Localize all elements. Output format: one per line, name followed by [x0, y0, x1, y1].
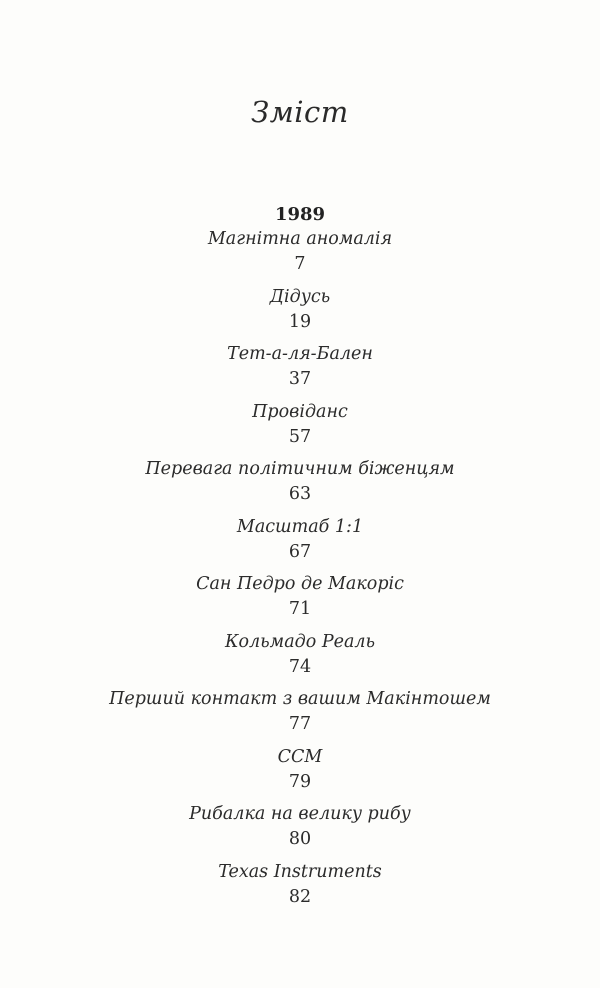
toc-entry-page-number: 77: [288, 714, 312, 734]
toc-entry-title: Кольмадо Реаль: [224, 631, 376, 652]
toc-entry-title: Сан Педро де Макоріс: [196, 574, 404, 594]
table-of-contents: [0, 226, 600, 916]
toc-entry-title: Провіданс: [252, 401, 348, 422]
toc-entry[interactable]: [0, 399, 600, 457]
toc-entry-title: Texas Instruments: [218, 861, 382, 882]
toc-entry[interactable]: [0, 744, 600, 802]
toc-entry-title: CCM: [277, 746, 323, 767]
toc-entry-page-number: 37: [288, 369, 312, 389]
toc-entry[interactable]: [0, 226, 600, 284]
page-title: Зміст: [251, 95, 349, 129]
toc-entry[interactable]: [0, 859, 600, 917]
toc-entry[interactable]: [0, 456, 600, 514]
toc-entry-title: Перший контакт з вашим Макінтошем: [109, 689, 491, 709]
section-heading-year: 1989: [274, 204, 326, 225]
toc-entry-page-number: 80: [288, 829, 312, 849]
toc-entry[interactable]: [0, 686, 600, 744]
toc-entry[interactable]: [0, 341, 600, 399]
toc-entry[interactable]: [0, 571, 600, 629]
toc-entry-title: Перевага політичним біженцям: [145, 459, 455, 479]
toc-entry-page-number: 82: [288, 886, 312, 907]
toc-entry[interactable]: [0, 284, 600, 342]
toc-entry-title: Рибалка на велику рибу: [189, 804, 411, 824]
toc-entry-page-number: 7: [294, 254, 306, 274]
toc-entry-page-number: 67: [288, 541, 312, 562]
toc-entry-page-number: 19: [288, 311, 312, 332]
toc-entry-title: Магнітна аномалія: [207, 229, 393, 249]
toc-entry-page-number: 63: [288, 484, 312, 504]
toc-entry[interactable]: [0, 629, 600, 687]
toc-entry-title: Тет-а-ля-Бален: [227, 344, 373, 364]
toc-entry[interactable]: [0, 801, 600, 859]
toc-entry-page-number: 71: [288, 599, 312, 619]
toc-entry-page-number: 57: [288, 426, 312, 447]
toc-entry-page-number: 79: [288, 771, 312, 792]
toc-entry-page-number: 74: [288, 656, 312, 677]
toc-entry-title: Масштаб 1:1: [236, 516, 364, 537]
toc-entry-title: Дідусь: [269, 286, 331, 307]
toc-entry[interactable]: [0, 514, 600, 572]
